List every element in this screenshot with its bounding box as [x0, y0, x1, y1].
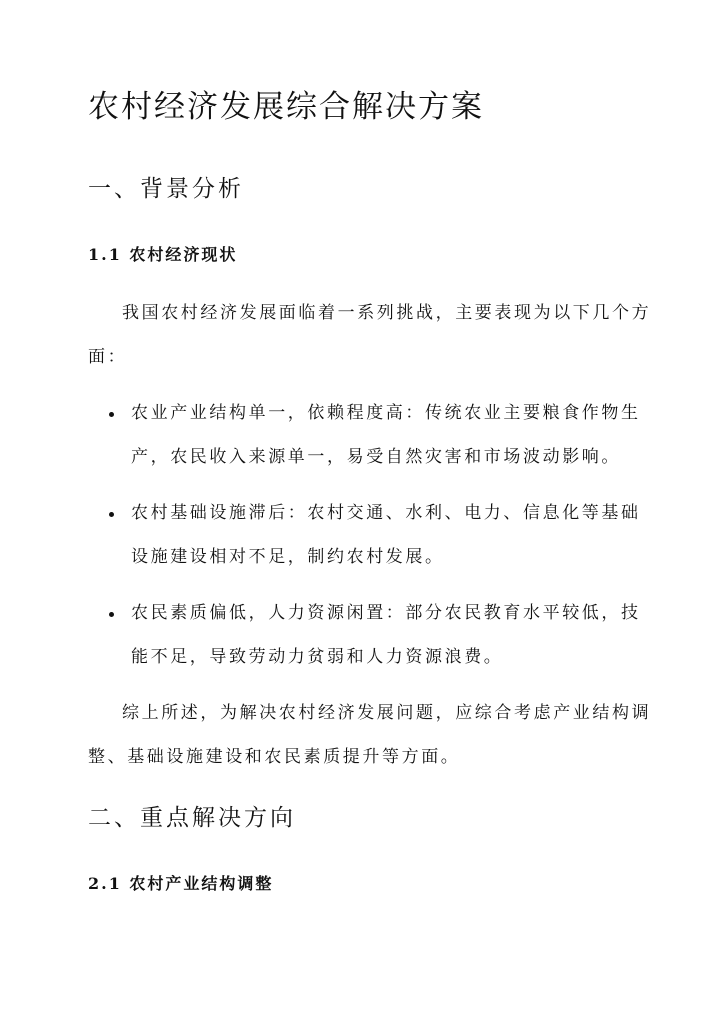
bullet-2-line-2: 设施建设相对不足，制约农村发展。	[131, 547, 445, 567]
intro-paragraph-line-2: 面：	[88, 347, 128, 367]
summary-paragraph-line-1: 综上所述，为解决农村经济发展问题，应综合考虑产业结构调	[122, 703, 652, 723]
bullet-dot-icon	[109, 412, 114, 417]
section-heading-key-directions: 二、重点解决方向	[88, 805, 296, 831]
bullet-dot-icon	[109, 612, 114, 617]
intro-paragraph-line-1: 我国农村经济发展面临着一系列挑战，主要表现为以下几个方	[122, 303, 652, 323]
bullet-dot-icon	[109, 512, 114, 517]
bullet-1-line-1: 农业产业结构单一，依赖程度高：传统农业主要粮食作物生	[131, 403, 641, 423]
bullet-1-line-2: 产，农民收入来源单一，易受自然灾害和市场波动影响。	[131, 447, 621, 467]
bullet-2-line-1: 农村基础设施滞后：农村交通、水利、电力、信息化等基础	[131, 503, 641, 523]
subsection-heading-current-status: 1.1 农村经济现状	[88, 245, 238, 264]
document-title: 农村经济发展综合解决方案	[88, 89, 484, 125]
bullet-3-line-1: 农民素质偏低，人力资源闲置：部分农民教育水平较低，技	[131, 603, 641, 623]
bullet-3-line-2: 能不足，导致劳动力贫弱和人力资源浪费。	[131, 647, 504, 667]
summary-paragraph-line-2: 整、基础设施建设和农民素质提升等方面。	[88, 747, 461, 767]
subsection-heading-industry-adjustment: 2.1 农村产业结构调整	[88, 874, 274, 893]
section-heading-background: 一、背景分析	[88, 176, 244, 202]
